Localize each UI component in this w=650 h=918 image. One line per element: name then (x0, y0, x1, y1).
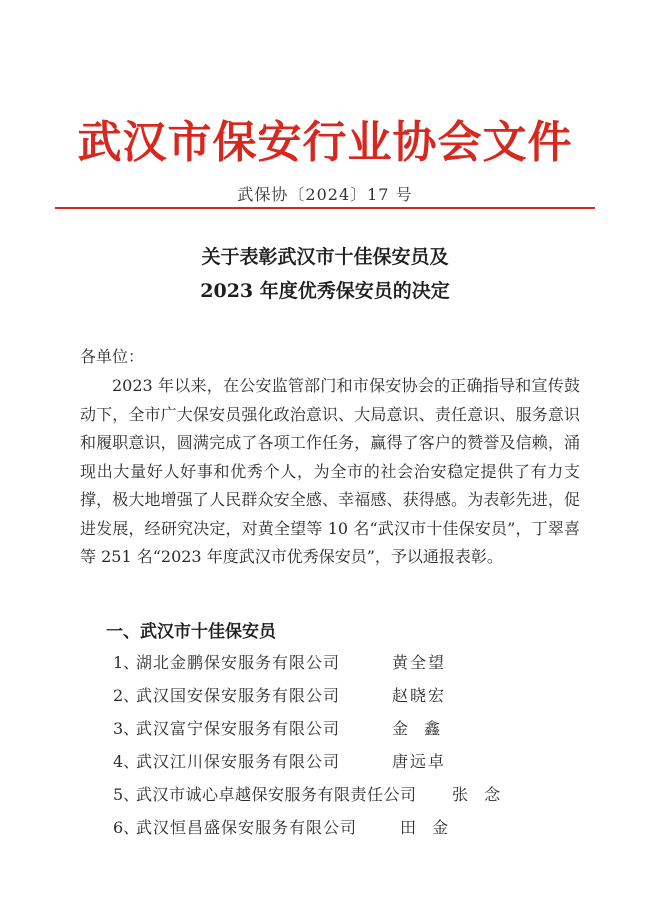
list-item (0, 683, 650, 709)
list-item (0, 716, 650, 742)
item-number: 1、 (113, 653, 140, 672)
item-number: 2、 (113, 686, 140, 705)
company-name: 武汉江川保安服务有限公司 (136, 752, 341, 771)
company-name: 武汉市诚心卓越保安服务有限责任公司 (136, 785, 417, 804)
awardee-name: 张 念 (452, 785, 503, 804)
item-number: 5、 (113, 785, 140, 804)
awardee-name: 田 金 (400, 818, 451, 837)
list-item (0, 749, 650, 775)
awardee-name: 唐远卓 (392, 752, 447, 771)
company-name: 武汉富宁保安服务有限公司 (136, 719, 341, 738)
body-paragraph: 2023 年以来，在公安监管部门和市保安协会的正确指导和宣传鼓动下，全市广大保安员强化政治意识、大局意识、责任意识、服务意识和履职意识，圆满完成了各项工作任务，赢得了客户的赞誉及信赖，涌现出大量好人好事和优秀个人，为全市的社会治安稳定提供了有力支撑，极大地增强了人民群众安全感、幸福感、获得感。为表彰先进，促进发展，经研究决定，对黄全望等 10 名“武汉市十佳保安员”，丁翠喜等 251 名“2023 年度武汉市优秀保安员”，予以通报表彰。 (80, 376, 580, 566)
decision-title-line2: 2023 年度优秀保安员的决定 (200, 280, 450, 302)
awardee-name: 金 鑫 (392, 719, 443, 738)
item-number: 3、 (113, 719, 140, 738)
list-item (0, 782, 650, 808)
item-number: 4、 (113, 752, 140, 771)
decision-title-line1: 关于表彰武汉市十佳保安员及 (201, 246, 449, 268)
list-item (0, 815, 650, 841)
list-item (0, 650, 650, 676)
company-name: 武汉恒昌盛保安服务有限公司 (136, 818, 358, 837)
section-heading-top-ten: 一、武汉市十佳保安员 (106, 622, 276, 642)
document-number: 武保协〔2024〕17 号 (237, 185, 413, 204)
company-name: 武汉国安保安服务有限公司 (136, 686, 341, 705)
document-header-title: 武汉市保安行业协会文件 (77, 117, 573, 168)
company-name: 湖北金鹏保安服务有限公司 (136, 653, 341, 672)
item-number: 6、 (113, 818, 140, 837)
awardee-name: 黄全望 (392, 653, 447, 672)
salutation: 各单位： (80, 347, 145, 366)
awardee-name: 赵晓宏 (392, 686, 447, 705)
